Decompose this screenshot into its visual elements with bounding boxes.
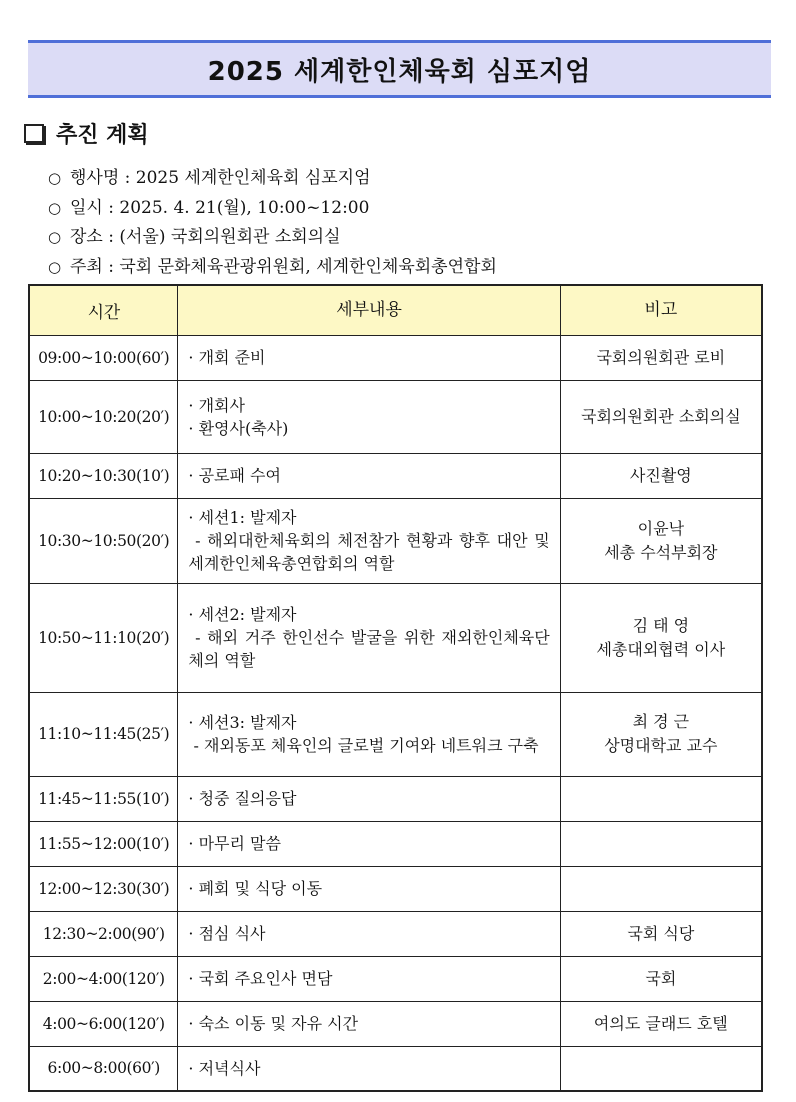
- row-detail: [178, 380, 560, 453]
- note-line: 국회의원회관 로비: [596, 347, 726, 367]
- table-row: [29, 692, 762, 776]
- schedule-table: [28, 284, 763, 1092]
- detail-line: · 세션2: 발제자: [188, 605, 297, 624]
- section-heading: 추진 계획: [56, 123, 149, 148]
- row-time: 10:00~10:20(20′): [29, 380, 178, 453]
- row-note: [560, 583, 762, 692]
- row-detail: [178, 335, 560, 380]
- row-note: [560, 692, 762, 776]
- note-line: 국회 식당: [627, 923, 695, 943]
- circle-bullet-icon: ○: [48, 198, 62, 217]
- info-datetime: 일시 : 2025. 4. 21(월), 10:00~12:00: [70, 197, 370, 218]
- row-time: 10:20~10:30(10′): [29, 453, 178, 498]
- header-detail: 세부내용: [178, 285, 560, 335]
- table-row: [29, 821, 762, 866]
- detail-line: - 재외동포 체육인의 글로벌 기여와 네트워크 구축: [188, 736, 539, 755]
- row-detail: [178, 583, 560, 692]
- row-note: [560, 911, 762, 956]
- row-detail: [178, 821, 560, 866]
- table-row: [29, 453, 762, 498]
- detail-line: · 개회사: [188, 395, 245, 415]
- detail-line: · 청중 질의응답: [188, 789, 297, 808]
- info-line: [48, 194, 497, 224]
- title-banner: [28, 40, 771, 98]
- table-header-row: [29, 285, 762, 335]
- circle-bullet-icon: ○: [48, 169, 62, 187]
- table-row: [29, 1001, 762, 1046]
- row-detail: [178, 956, 560, 1001]
- note-line: 상명대학교 교수: [604, 736, 718, 755]
- note-line: 세총대외협력 이사: [596, 639, 726, 659]
- detail-line: · 공로패 수여: [188, 466, 281, 485]
- table-row: [29, 1046, 762, 1091]
- row-detail: [178, 1001, 560, 1046]
- note-line: 여의도 글래드 호텔: [593, 1013, 728, 1033]
- row-note: [560, 498, 762, 583]
- row-time: 10:30~10:50(20′): [29, 498, 178, 583]
- note-line: 사진촬영: [629, 465, 692, 485]
- row-time: 11:10~11:45(25′): [29, 692, 178, 776]
- detail-line: · 환영사(축사): [188, 418, 289, 438]
- row-note: [560, 453, 762, 498]
- row-time: 10:50~11:10(20′): [29, 583, 178, 692]
- table-row: [29, 498, 762, 583]
- table-row: [29, 335, 762, 380]
- detail-line: · 숙소 이동 및 자유 시간: [188, 1014, 359, 1033]
- detail-line: · 점심 식사: [188, 924, 266, 943]
- row-detail: [178, 1046, 560, 1091]
- table-row: [29, 956, 762, 1001]
- note-line: 최 경 근: [632, 712, 690, 731]
- event-info-list: [48, 164, 497, 282]
- row-time: 11:55~12:00(10′): [29, 821, 178, 866]
- detail-line: - 해외대한체육회의 체전참가 현황과 향후 대안 및 세계한인체육총연합회의 역할: [188, 531, 555, 573]
- detail-line: · 세션3: 발제자: [188, 713, 297, 732]
- row-note: [560, 776, 762, 821]
- checkbox-square-icon: [24, 124, 44, 143]
- section-header: [24, 118, 149, 149]
- row-detail: [178, 498, 560, 583]
- info-line: [48, 164, 497, 194]
- info-line: [48, 253, 497, 283]
- row-detail: [178, 911, 560, 956]
- page-title: 2025 세계한인체육회 심포지엄: [207, 56, 592, 87]
- row-time: 12:30~2:00(90′): [29, 911, 178, 956]
- header-note: 비고: [560, 285, 762, 335]
- row-time: 09:00~10:00(60′): [29, 335, 178, 380]
- row-time: 2:00~4:00(120′): [29, 956, 178, 1001]
- info-host: 주최 : 국회 문화체육관광위원회, 세계한인체육회총연합회: [70, 256, 497, 277]
- row-time: 6:00~8:00(60′): [29, 1046, 178, 1091]
- table-row: [29, 776, 762, 821]
- info-venue: 장소 : (서울) 국회의원회관 소회의실: [70, 227, 341, 247]
- detail-line: · 저녁식사: [188, 1058, 261, 1078]
- row-time: 4:00~6:00(120′): [29, 1001, 178, 1046]
- detail-line: · 마무리 말씀: [188, 834, 281, 853]
- row-note: [560, 1046, 762, 1091]
- note-line: 국회: [645, 968, 677, 988]
- row-note: [560, 956, 762, 1001]
- note-line: 김 태 영: [632, 615, 690, 635]
- table-row: [29, 583, 762, 692]
- row-detail: [178, 776, 560, 821]
- detail-line: · 세션1: 발제자: [188, 508, 297, 527]
- row-detail: [178, 453, 560, 498]
- detail-line: - 해외 거주 한인선수 발굴을 위한 재외한인체육단체의 역할: [188, 628, 550, 670]
- info-line: [48, 223, 497, 253]
- detail-line: · 개회 준비: [188, 348, 266, 367]
- circle-bullet-icon: ○: [48, 228, 62, 246]
- row-time: 12:00~12:30(30′): [29, 866, 178, 911]
- detail-line: · 국회 주요인사 면담: [188, 969, 333, 988]
- row-note: [560, 335, 762, 380]
- circle-bullet-icon: ○: [48, 257, 62, 276]
- note-line: 국회의원회관 소회의실: [581, 406, 741, 426]
- table-row: [29, 866, 762, 911]
- row-detail: [178, 866, 560, 911]
- row-note: [560, 821, 762, 866]
- row-detail: [178, 692, 560, 776]
- note-line: 이윤낙: [637, 518, 685, 538]
- table-row: [29, 911, 762, 956]
- info-event-name: 행사명 : 2025 세계한인체육회 심포지엄: [70, 168, 371, 188]
- table-row: [29, 380, 762, 453]
- row-note: [560, 866, 762, 911]
- row-note: [560, 380, 762, 453]
- row-note: [560, 1001, 762, 1046]
- detail-line: · 폐회 및 식당 이동: [188, 879, 323, 898]
- header-time: 시간: [29, 285, 178, 335]
- row-time: 11:45~11:55(10′): [29, 776, 178, 821]
- note-line: 세총 수석부회장: [604, 542, 718, 562]
